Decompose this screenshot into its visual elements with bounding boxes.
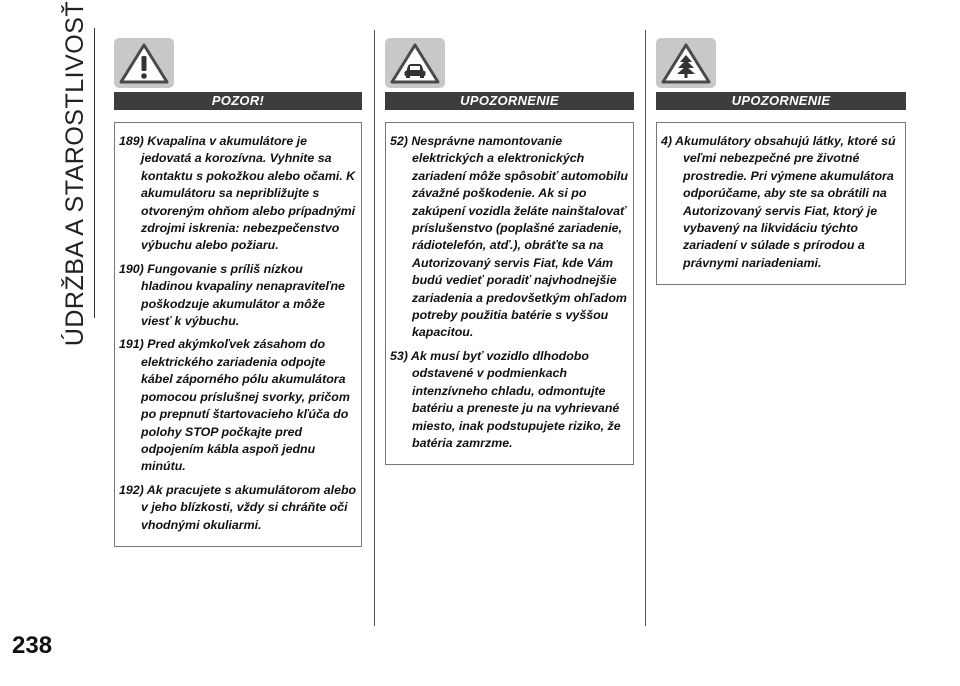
caution-item: 52) Nesprávne namontovanie elektrických a elektronických zariadení môže spôsobiť automobilu závažné poškodenie. Ak si po zakúpení vozidla želáte nainštalovať príslušenstvo (poplašné zariadenie, rádiotelefón, atď.), obráťte sa na Autorizovaný servis Fiat, kde Vám budú vedieť poradiť najvhodnejšie zariadenia a predovšetkým ohľadom potreby použitia batérie s vyššou kapacitou. xyxy=(390,134,628,340)
warning-column-pozor xyxy=(114,38,362,547)
environment-item: 4) Akumulátory obsahujú látky, ktoré sú veľmi nebezpečné pre životné prostredie. Pri výmene akumulátora odporúčame, aby ste sa obrátili na Autorizovaný servis Fiat, ktorý je vybavený na likvidáciu týchto zariadení v súlade s prírodou a právnymi nariadeniami. xyxy=(661,134,896,270)
section-title-vertical xyxy=(56,0,96,346)
environment-tree-icon xyxy=(656,38,716,88)
warning-item: 190) Fungovanie s príliš nízkou hladinou kvapaliny nenapraviteľne poškodzuje akumulátor a môže viesť k výbuchu. xyxy=(119,261,345,329)
warning-text-box xyxy=(114,122,362,547)
warning-item: 192) Ak pracujete s akumulátorom alebo v jeho blízkosti, vždy si chráňte oči vhodnými okuliarmi. xyxy=(119,482,357,532)
caution-column-vehicle xyxy=(385,38,634,465)
warning-item: 191) Pred akýmkoľvek zásahom do elektrického zariadenia odpojte kábel záporného pólu akumulátora pomocou príslušnej svorky, pričom po prepnutí štartovacieho kľúča do polohy STOP počkajte pred odpojením kábla aspoň jednu minútu. xyxy=(119,337,350,474)
warning-exclamation-icon xyxy=(114,38,174,88)
column-divider xyxy=(645,30,646,626)
environment-text-box xyxy=(656,122,906,285)
caution-header: UPOZORNENIE xyxy=(385,92,634,110)
caution-text-box xyxy=(385,122,634,465)
warning-item: 189) Kvapalina v akumulátore je jedovatá a korozívna. Vyhnite sa kontaktu s pokožkou alebo očami. K akumulátoru sa nepribližujte s otvoreným ohňom alebo prípadnými zdrojmi iskrenia: nebezpečenstvo výbuchu alebo požiaru. xyxy=(119,134,356,253)
section-title-rule xyxy=(94,28,95,318)
caution-column-environment xyxy=(656,38,906,285)
warning-header: POZOR! xyxy=(114,92,362,110)
car-warning-icon xyxy=(385,38,445,88)
page-number: 238 xyxy=(12,632,53,659)
section-title-text: ÚDRŽBA A STAROSTLIVOSŤ xyxy=(61,0,90,346)
caution-item: 53) Ak musí byť vozidlo dlhodobo odstavené v podmienkach intenzívneho chladu, odmontujte batériu a preneste ju na vyhrievané miesto, inak podstupujete riziko, že batéria zamrzme. xyxy=(390,348,621,450)
column-divider xyxy=(374,30,375,626)
environment-header: UPOZORNENIE xyxy=(656,92,906,110)
